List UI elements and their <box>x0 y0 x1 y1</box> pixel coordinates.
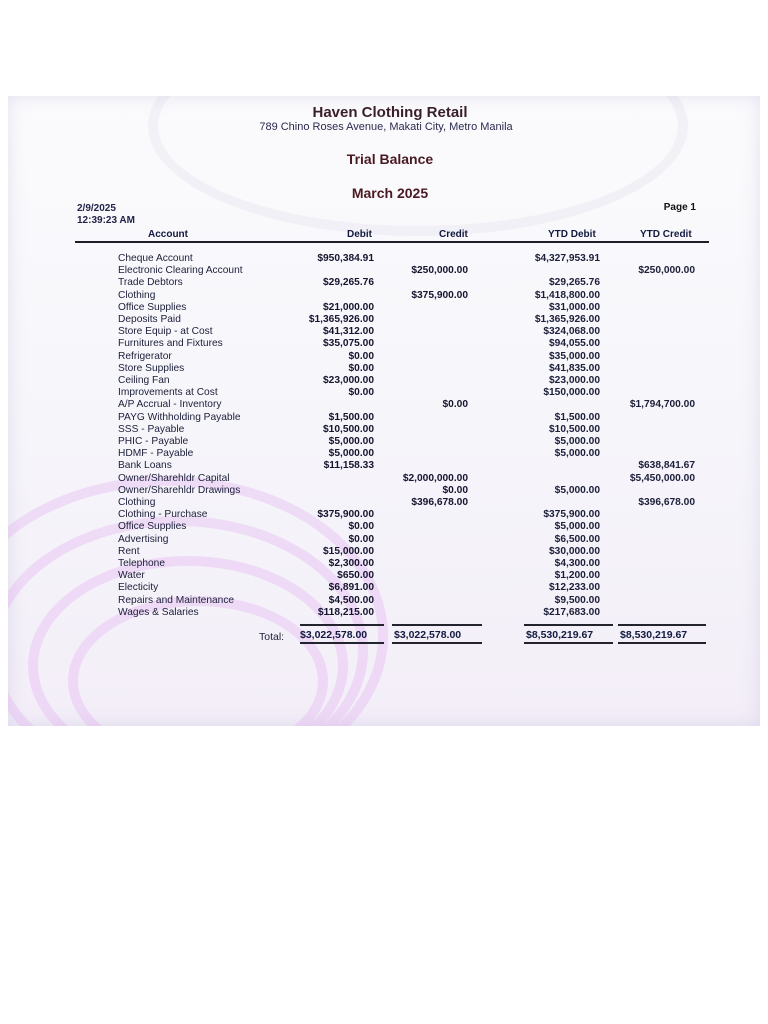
debit-cell: $4,500.00 <box>328 594 374 606</box>
debit-cell <box>296 497 374 509</box>
company-address: 789 Chino Roses Avenue, Makati City, Metro Manila <box>259 121 513 133</box>
table-row <box>118 424 695 436</box>
ytd-credit-cell <box>600 509 695 521</box>
table-row <box>118 399 695 411</box>
ytd-debit-cell: $29,265.76 <box>549 277 600 289</box>
total-ytd-debit: $8,530,219.67 <box>526 629 594 641</box>
credit-cell: $250,000.00 <box>411 265 468 277</box>
ytd-credit-cell <box>600 485 695 497</box>
credit-cell <box>374 546 468 558</box>
ytd-debit-cell: $5,000.00 <box>554 521 600 533</box>
debit-cell <box>296 485 374 497</box>
account-cell: Repairs and Maintenance <box>118 594 235 606</box>
ytd-debit-cell: $324,068.00 <box>543 326 600 338</box>
account-cell: PHIC - Payable <box>118 436 189 448</box>
credit-cell <box>374 326 468 338</box>
total-underline-ytd-credit <box>618 642 706 644</box>
debit-cell: $0.00 <box>348 521 374 533</box>
debit-cell <box>296 265 374 277</box>
ytd-credit-cell <box>600 534 695 546</box>
account-cell: Advertising <box>118 533 169 545</box>
table-row <box>118 595 695 607</box>
debit-cell: $0.00 <box>348 387 374 399</box>
ytd-credit-cell <box>600 338 695 350</box>
ytd-debit-cell <box>468 497 600 509</box>
report-date: 2/9/2025 <box>77 203 116 214</box>
ytd-credit-cell <box>600 277 695 289</box>
debit-cell: $118,215.00 <box>317 606 374 618</box>
ytd-debit-cell: $9,500.00 <box>554 594 600 606</box>
ytd-credit-cell <box>600 253 695 265</box>
trial-balance-table <box>118 253 695 619</box>
debit-cell: $1,500.00 <box>328 411 374 423</box>
table-row <box>118 473 695 485</box>
company-name: Haven Clothing Retail <box>312 104 468 121</box>
total-underline-debit <box>300 642 384 644</box>
table-row <box>118 387 695 399</box>
ytd-credit-cell <box>600 521 695 533</box>
total-line-ytd-debit <box>524 624 613 626</box>
ytd-debit-cell: $217,683.00 <box>543 606 600 618</box>
credit-cell: $2,000,000.00 <box>402 472 468 484</box>
debit-cell: $0.00 <box>348 350 374 362</box>
ytd-debit-cell: $6,500.00 <box>554 533 600 545</box>
ytd-debit-cell: $5,000.00 <box>554 484 600 496</box>
table-row <box>118 253 695 265</box>
ytd-credit-cell <box>600 351 695 363</box>
ytd-debit-cell: $5,000.00 <box>554 436 600 448</box>
credit-cell <box>374 595 468 607</box>
ytd-debit-cell: $375,900.00 <box>543 509 600 521</box>
account-cell: Cheque Account <box>118 253 193 264</box>
credit-cell: $0.00 <box>442 484 468 496</box>
debit-cell: $10,500.00 <box>323 423 374 435</box>
ytd-credit-cell <box>600 570 695 582</box>
column-header-ytd-debit: YTD Debit <box>548 229 596 240</box>
table-row <box>118 302 695 314</box>
debit-cell: $0.00 <box>348 533 374 545</box>
report-period: March 2025 <box>351 185 429 201</box>
debit-cell: $2,300.00 <box>328 558 374 570</box>
ytd-credit-cell <box>600 412 695 424</box>
debit-cell: $21,000.00 <box>323 301 374 313</box>
ytd-debit-cell: $31,000.00 <box>549 301 600 313</box>
ytd-credit-cell: $638,841.67 <box>638 460 695 472</box>
total-debit: $3,022,578.00 <box>300 629 368 641</box>
total-line-credit <box>392 624 482 626</box>
ytd-debit-cell: $150,000.00 <box>543 387 600 399</box>
account-cell: Clothing <box>118 497 156 509</box>
credit-cell <box>374 302 468 314</box>
table-row <box>118 521 695 533</box>
table-row <box>118 460 695 472</box>
ytd-credit-cell <box>600 387 695 399</box>
debit-cell: $35,075.00 <box>323 338 374 350</box>
column-header-account: Account <box>148 229 188 240</box>
total-label: Total: <box>259 631 285 643</box>
ytd-debit-cell <box>468 265 600 277</box>
credit-cell: $396,678.00 <box>411 497 468 509</box>
ytd-credit-cell <box>600 436 695 448</box>
account-cell: Water <box>118 570 145 582</box>
page-number: Page 1 <box>663 202 696 213</box>
ytd-debit-cell: $1,365,926.00 <box>534 314 600 326</box>
ytd-debit-cell: $35,000.00 <box>549 350 600 362</box>
table-row <box>118 582 695 594</box>
ytd-credit-cell <box>600 375 695 387</box>
account-cell: Owner/Sharehldr Capital <box>118 472 230 484</box>
ytd-credit-cell <box>600 558 695 570</box>
ytd-credit-cell <box>600 302 695 314</box>
debit-cell: $23,000.00 <box>323 375 374 387</box>
credit-cell <box>374 582 468 594</box>
ytd-debit-cell <box>468 460 600 472</box>
account-cell: Electronic Clearing Account <box>118 265 243 277</box>
debit-cell: $6,891.00 <box>328 582 374 594</box>
credit-cell <box>374 509 468 521</box>
ytd-debit-cell: $5,000.00 <box>554 448 600 460</box>
credit-cell <box>374 387 468 399</box>
table-row <box>118 558 695 570</box>
ytd-credit-cell: $5,450,000.00 <box>629 472 695 484</box>
ytd-debit-cell: $1,500.00 <box>554 411 600 423</box>
debit-cell: $650.00 <box>337 570 374 582</box>
account-cell: HDMF - Payable <box>118 448 194 460</box>
total-underline-ytd-debit <box>524 642 613 644</box>
total-line-debit <box>300 624 384 626</box>
table-row <box>118 265 695 277</box>
table-row <box>118 290 695 302</box>
table-row <box>118 534 695 546</box>
account-cell: Store Equip - at Cost <box>118 326 213 338</box>
column-header-debit: Debit <box>347 229 372 240</box>
table-row <box>118 363 695 375</box>
table-row <box>118 326 695 338</box>
debit-cell: $15,000.00 <box>323 545 374 557</box>
credit-cell <box>374 375 468 387</box>
ytd-credit-cell <box>600 290 695 302</box>
ytd-credit-cell <box>600 424 695 436</box>
debit-cell: $5,000.00 <box>328 436 374 448</box>
debit-cell: $0.00 <box>348 362 374 374</box>
debit-cell <box>296 399 374 411</box>
credit-cell <box>374 277 468 289</box>
total-underline-credit <box>392 642 482 644</box>
ytd-debit-cell <box>468 473 600 485</box>
table-row <box>118 338 695 350</box>
credit-cell <box>374 607 468 619</box>
ytd-credit-cell: $1,794,700.00 <box>629 399 695 411</box>
table-row <box>118 412 695 424</box>
account-cell: Deposits Paid <box>118 314 181 326</box>
debit-cell: $5,000.00 <box>328 448 374 460</box>
account-cell: PAYG Withholding Payable <box>118 411 241 423</box>
account-cell: Refrigerator <box>118 350 172 362</box>
column-header-ytd-credit: YTD Credit <box>640 229 692 240</box>
ytd-debit-cell: $41,835.00 <box>549 362 600 374</box>
debit-cell: $41,312.00 <box>323 326 374 338</box>
credit-cell: $0.00 <box>442 399 468 411</box>
account-cell: SSS - Payable <box>118 423 185 435</box>
credit-cell <box>374 338 468 350</box>
debit-cell <box>296 473 374 485</box>
account-cell: A/P Accrual - Inventory <box>118 399 222 411</box>
credit-cell <box>374 558 468 570</box>
credit-cell <box>374 412 468 424</box>
ytd-credit-cell <box>600 326 695 338</box>
credit-cell <box>374 314 468 326</box>
table-row <box>118 546 695 558</box>
ytd-credit-cell <box>600 582 695 594</box>
ytd-debit-cell: $4,300.00 <box>554 558 600 570</box>
ytd-credit-cell <box>600 595 695 607</box>
table-row <box>118 607 695 619</box>
table-row <box>118 485 695 497</box>
ytd-credit-cell: $396,678.00 <box>638 497 695 509</box>
table-row <box>118 314 695 326</box>
credit-cell <box>374 253 468 265</box>
debit-cell: $11,158.33 <box>323 460 374 472</box>
table-row <box>118 497 695 509</box>
credit-cell <box>374 460 468 472</box>
account-cell: Improvements at Cost <box>118 387 218 399</box>
credit-cell <box>374 448 468 460</box>
credit-cell <box>374 351 468 363</box>
account-cell: Trade Debtors <box>118 277 183 289</box>
ytd-credit-cell <box>600 546 695 558</box>
credit-cell <box>374 363 468 375</box>
credit-cell <box>374 521 468 533</box>
ytd-debit-cell <box>468 399 600 411</box>
ytd-credit-cell <box>600 314 695 326</box>
debit-cell: $375,900.00 <box>317 509 374 521</box>
table-row <box>118 509 695 521</box>
ytd-debit-cell: $94,055.00 <box>549 338 600 350</box>
credit-cell <box>374 424 468 436</box>
account-cell: Wages & Salaries <box>118 606 199 618</box>
account-cell: Owner/Sharehldr Drawings <box>118 484 241 496</box>
ytd-debit-cell: $30,000.00 <box>549 545 600 557</box>
account-cell: Store Supplies <box>118 362 185 374</box>
account-cell: Electicity <box>118 582 159 594</box>
total-credit: $3,022,578.00 <box>394 629 462 641</box>
report-title: Trial Balance <box>346 151 434 167</box>
ytd-debit-cell: $23,000.00 <box>549 375 600 387</box>
ytd-credit-cell <box>600 363 695 375</box>
account-cell: Bank Loans <box>118 460 172 472</box>
column-header-credit: Credit <box>439 229 468 240</box>
table-row <box>118 375 695 387</box>
account-cell: Furnitures and Fixtures <box>118 338 223 350</box>
table-row <box>118 436 695 448</box>
total-line-ytd-credit <box>618 624 706 626</box>
ytd-debit-cell: $12,233.00 <box>549 582 600 594</box>
account-cell: Office Supplies <box>118 521 187 533</box>
account-cell: Office Supplies <box>118 301 187 313</box>
report-time: 12:39:23 AM <box>77 215 135 226</box>
total-ytd-credit: $8,530,219.67 <box>620 629 688 641</box>
debit-cell: $29,265.76 <box>323 277 374 289</box>
account-cell: Clothing - Purchase <box>118 509 208 521</box>
debit-cell: $950,384.91 <box>317 253 374 264</box>
ytd-credit-cell: $250,000.00 <box>638 265 695 277</box>
debit-cell <box>296 290 374 302</box>
table-row <box>118 351 695 363</box>
ytd-credit-cell <box>600 607 695 619</box>
table-row <box>118 448 695 460</box>
credit-cell <box>374 570 468 582</box>
debit-cell: $1,365,926.00 <box>308 314 374 326</box>
ytd-debit-cell: $10,500.00 <box>549 423 600 435</box>
header-rule <box>75 241 709 243</box>
credit-cell <box>374 436 468 448</box>
ytd-debit-cell: $4,327,953.91 <box>534 253 600 264</box>
ytd-debit-cell: $1,200.00 <box>554 570 600 582</box>
account-cell: Telephone <box>118 558 166 570</box>
table-row <box>118 277 695 289</box>
credit-cell <box>374 534 468 546</box>
account-cell: Rent <box>118 545 140 557</box>
account-cell: Ceiling Fan <box>118 375 170 387</box>
credit-cell: $375,900.00 <box>411 289 468 301</box>
ytd-credit-cell <box>600 448 695 460</box>
table-row <box>118 570 695 582</box>
account-cell: Clothing <box>118 289 156 301</box>
ytd-debit-cell: $1,418,800.00 <box>534 289 600 301</box>
